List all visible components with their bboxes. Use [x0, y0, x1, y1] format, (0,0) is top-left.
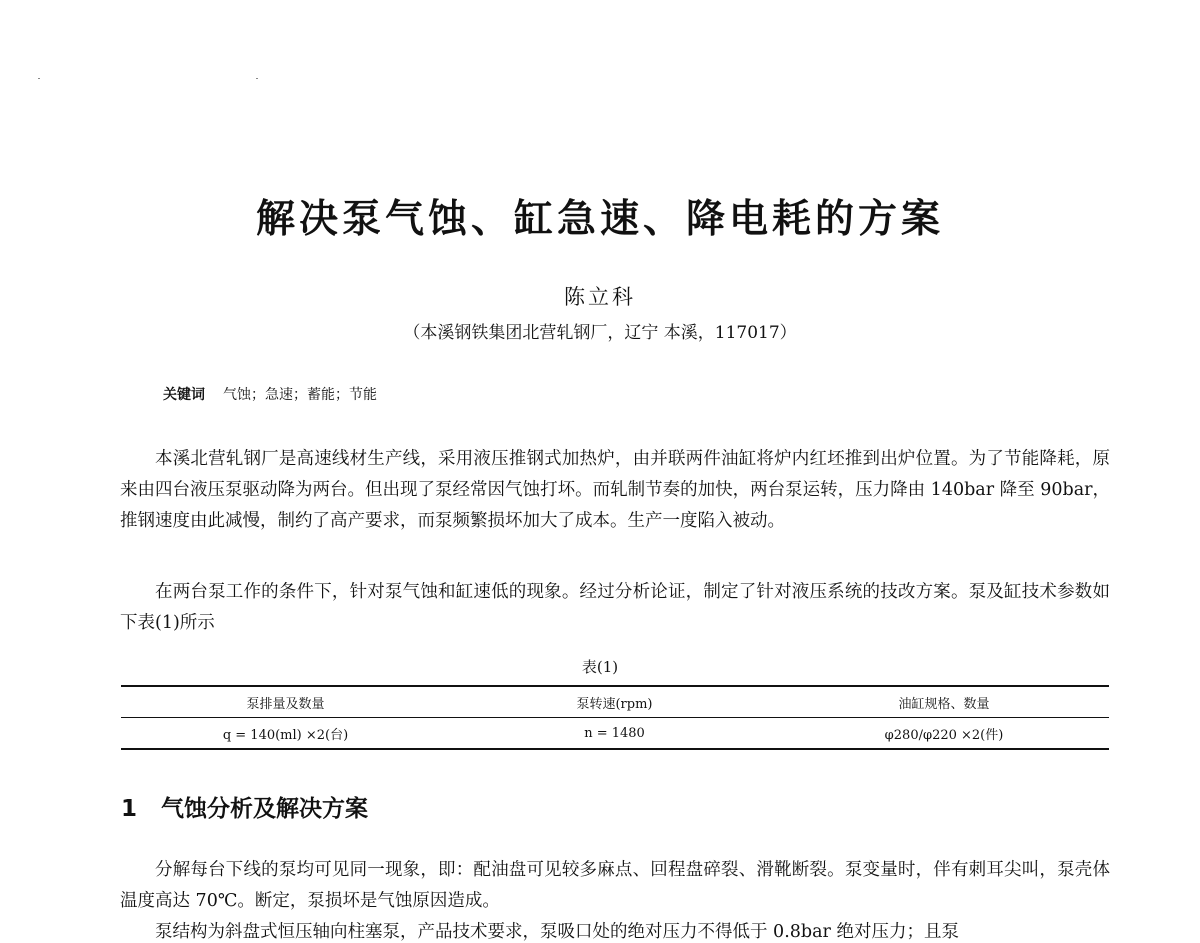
keywords-list: 气蚀；急速；蓄能；节能 — [223, 387, 377, 403]
table-cell: n = 1480 — [584, 725, 645, 741]
table-cell: q = 140(ml) ×2(台) — [222, 727, 349, 743]
table-cell: φ280/φ220 ×2(件) — [884, 727, 1004, 743]
table-header-cell: 油缸规格、数量 — [898, 696, 990, 712]
section-heading — [121, 790, 368, 823]
section-title: 气蚀分析及解决方案 — [161, 796, 369, 822]
table-caption: 表(1) — [581, 658, 619, 676]
parameters-table — [121, 685, 1109, 750]
paper-title: 解决泵气蚀、缸急速、降电耗的方案 — [255, 197, 944, 242]
table-header-row — [121, 686, 1109, 718]
body-paragraph: 泵结构为斜盘式恒压轴向柱塞泵，产品技术要求，泵吸口处的绝对压力不得低于 0.8bar 绝对压力；且泵 — [155, 922, 959, 942]
author-name: 陈立科 — [564, 285, 636, 309]
keywords-line — [163, 384, 377, 404]
table-header-cell: 泵排量及数量 — [246, 696, 325, 712]
keywords-label: 关键词 — [163, 387, 205, 403]
table-row — [121, 718, 1109, 750]
section-number: 1 — [121, 796, 138, 822]
table-header-cell: 泵转速(rpm) — [576, 696, 653, 712]
body-paragraph: 在两台泵工作的条件下，针对泵气蚀和缸速低的现象。经过分析论证，制定了针对液压系统的技改方案。泵及缸技术参数如下表(1)所示 — [120, 582, 1110, 633]
author-affiliation: （本溪钢铁集团北营轧钢厂，辽宁 本溪，117017） — [403, 323, 797, 343]
scan-speck — [38, 78, 40, 79]
scan-speck — [256, 78, 258, 79]
body-paragraph: 分解每台下线的泵均可见同一现象，即：配油盘可见较多麻点、回程盘碎裂、滑靴断裂。泵变量时，伴有刺耳尖叫，泵壳体温度高达 70℃。断定，泵损坏是气蚀原因造成。 — [120, 860, 1110, 911]
body-paragraph: 本溪北营轧钢厂是高速线材生产线，采用液压推钢式加热炉，由并联两件油缸将炉内红坯推到出炉位置。为了节能降耗，原来由四台液压泵驱动降为两台。但出现了泵经常因气蚀打坏。而轧制节奏的加快，两台泵运转，压力降由 140bar 降至 90bar，推钢速度由此减慢，制约了高产要求，而泵频繁损坏加大了成本。生产一度陷入被动。 — [120, 449, 1110, 531]
